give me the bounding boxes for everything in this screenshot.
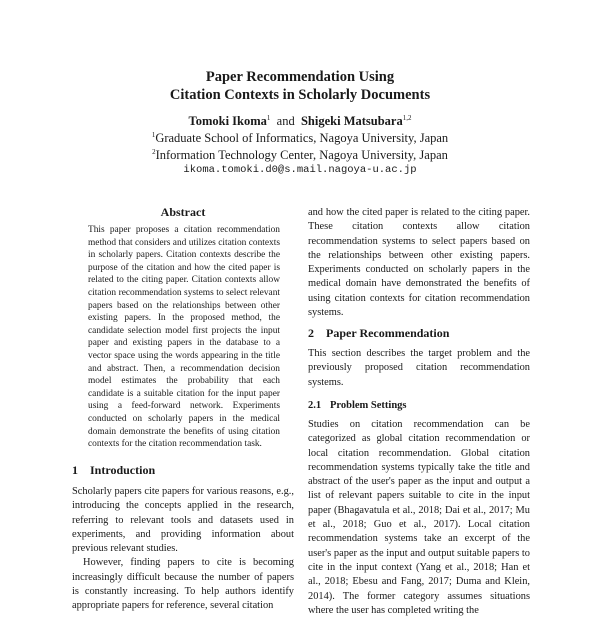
- author-conjunction: and: [276, 114, 295, 128]
- author-name: Tomoki Ikoma: [188, 114, 267, 128]
- affiliation: [0, 147, 600, 164]
- section-title: Paper Recommendation: [326, 326, 450, 340]
- affil-text: Information Technology Center, Nagoya University, Japan: [155, 148, 448, 162]
- affil-mark: 1: [151, 131, 156, 139]
- author-affil-mark: 1,2: [402, 114, 412, 122]
- right-column-continuation: and how the cited paper is related to the citing paper. These citation contexts allow citation recommendation systems to select papers based on the relationships between other existing papers. Experiments conducted on scholarly papers in the medical domain have demonstrated the benefits of using citation contexts for citation recommendation systems.: [308, 207, 530, 319]
- author-list: [0, 113, 600, 129]
- section-number: 1: [72, 463, 78, 477]
- author-affil-mark: 1: [266, 114, 271, 122]
- paragraph: Scholarly papers cite papers for various reasons, e.g., introducing the concepts applied in the research, referring to relevant tools and datasets used in experiments, and providing information about previous relevant studies.: [72, 486, 294, 555]
- author-email: ikoma.tomoki.d0@s.mail.nagoya-u.ac.jp: [183, 164, 417, 176]
- subsection-heading: [308, 399, 530, 412]
- subsection-body: Studies on citation recommendation can be categorized as global citation recommendation or local citation recommendation. Global citation recommendation systems typically take the title and abstract of the user's paper as the input and output a list of relevant papers suitable to cite in the input paper (Bhagavatula et al., 2018; Dai et al., 2017; Mu et al., 2018; Guo et al., 2017). Local citation recommendation systems take an excerpt of the user's paper as the input and output suitable papers to cite in the input context (Yang et al., 2018; Han et al., 2018; Ebesu and Fang, 2017; Duma and Klein, 2014). The former category assumes situations where the user has completed writing the: [308, 419, 530, 616]
- author-name: Shigeki Matsubara: [300, 114, 403, 128]
- title-line-1: Paper Recommendation Using: [205, 69, 395, 85]
- section-heading: [72, 463, 294, 477]
- section-title: Introduction: [90, 463, 156, 477]
- paper-title: [0, 68, 600, 104]
- affil-text: Graduate School of Informatics, Nagoya University, Japan: [155, 131, 449, 145]
- section-heading: [308, 326, 530, 340]
- affiliation: [0, 130, 600, 147]
- abstract-text: This paper proposes a citation recommendation method that considers and utilizes citation contexts in scholarly papers. Citation contexts describe the purpose of the citation and how the cited paper is related to the citing paper. Citation contexts allow citation recommendation systems to select relevant papers based on the relationships between other existing papers. In the proposed method, the candidate selection model first projects the input paper and existing papers in the database to a vector space using the words appearing in the title and abstract. Then, a recommendation decision model estimates the probability that each candidate is a suitable citation for the input paper using a feed-forward network. Experiments conducted on scholarly papers in the medical domain demonstrate the benefits of using citation contexts for the citation recommendation task.: [88, 225, 280, 450]
- subsection-title: Problem Settings: [330, 400, 407, 411]
- affiliations: [0, 130, 600, 164]
- title-line-2: Citation Contexts in Scholarly Documents: [169, 87, 431, 103]
- subsection-number: 2.1: [308, 400, 322, 411]
- abstract-heading: Abstract: [160, 205, 206, 219]
- section-body: This section describes the target problem and the previously proposed citation recommendation systems.: [308, 348, 530, 388]
- affil-mark: 2: [152, 148, 156, 156]
- paragraph: However, finding papers to cite is becoming increasingly difficult because the number of papers is constantly increasing. To help authors identify appropriate papers for reference, several citation: [72, 557, 294, 612]
- intro-body: [72, 485, 294, 614]
- section-number: 2: [308, 326, 314, 340]
